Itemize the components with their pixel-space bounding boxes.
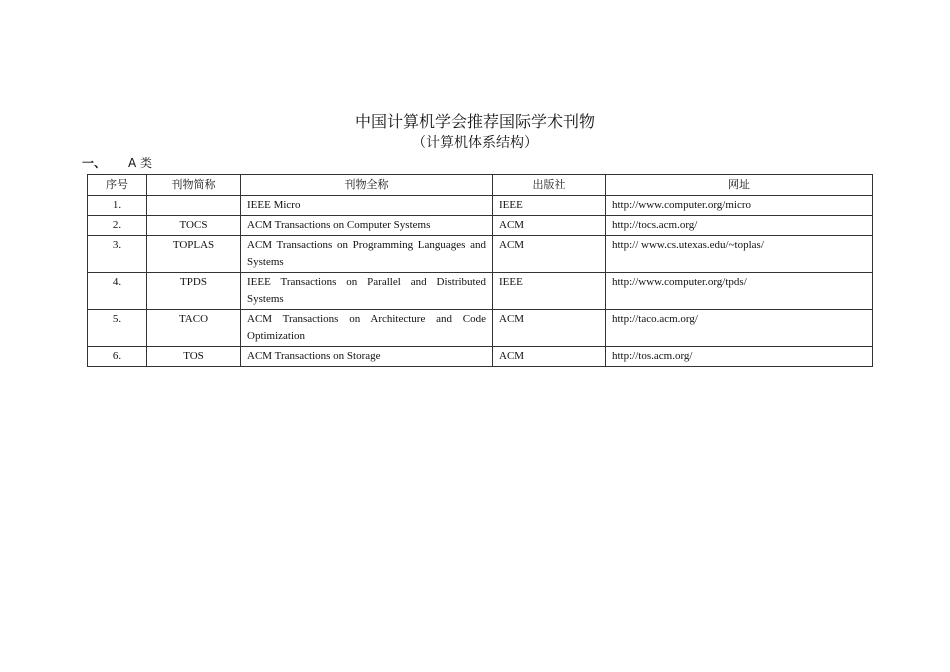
table-row [88, 216, 873, 236]
table-row [88, 347, 873, 367]
cell-url: http:// www.cs.utexas.edu/~toplas/ [606, 236, 873, 273]
cell-url: http://taco.acm.org/ [606, 310, 873, 347]
cell-abbr: TPDS [147, 273, 241, 310]
cell-name: IEEE Transactions on Parallel and Distributed Systems [241, 273, 493, 310]
cell-index: 6. [88, 347, 147, 367]
section-label: A 类 [128, 156, 153, 170]
table-header-row [88, 175, 873, 196]
cell-name: ACM Transactions on Programming Languages and Systems [241, 236, 493, 273]
cell-name: ACM Transactions on Storage [241, 347, 493, 367]
cell-abbr: TOPLAS [147, 236, 241, 273]
cell-abbr: TOS [147, 347, 241, 367]
cell-name: IEEE Micro [241, 196, 493, 216]
cell-index: 4. [88, 273, 147, 310]
cell-url: http://tocs.acm.org/ [606, 216, 873, 236]
cell-abbr [147, 196, 241, 216]
table-row [88, 196, 873, 216]
cell-publisher: ACM [493, 310, 606, 347]
table-row [88, 310, 873, 347]
cell-index: 5. [88, 310, 147, 347]
column-header-name: 刊物全称 [241, 175, 493, 196]
journal-table [87, 174, 873, 367]
cell-publisher: IEEE [493, 196, 606, 216]
column-header-index: 序号 [88, 175, 147, 196]
cell-abbr: TOCS [147, 216, 241, 236]
section-heading [82, 155, 152, 171]
cell-publisher: ACM [493, 216, 606, 236]
cell-publisher: ACM [493, 347, 606, 367]
cell-url: http://www.computer.org/micro [606, 196, 873, 216]
cell-publisher: ACM [493, 236, 606, 273]
column-header-url: 网址 [606, 175, 873, 196]
cell-url: http://www.computer.org/tpds/ [606, 273, 873, 310]
page-subtitle: （计算机体系结构） [412, 135, 538, 151]
cell-index: 3. [88, 236, 147, 273]
cell-index: 2. [88, 216, 147, 236]
column-header-abbr: 刊物简称 [147, 175, 241, 196]
column-header-publisher: 出版社 [493, 175, 606, 196]
table-row [88, 273, 873, 310]
section-number: 一、 [82, 156, 107, 170]
cell-url: http://tos.acm.org/ [606, 347, 873, 367]
page-title: 中国计算机学会推荐国际学术刊物 [354, 112, 595, 131]
cell-abbr: TACO [147, 310, 241, 347]
cell-name: ACM Transactions on Architecture and Code Optimization [241, 310, 493, 347]
cell-publisher: IEEE [493, 273, 606, 310]
cell-name: ACM Transactions on Computer Systems [241, 216, 493, 236]
table-row [88, 236, 873, 273]
cell-index: 1. [88, 196, 147, 216]
